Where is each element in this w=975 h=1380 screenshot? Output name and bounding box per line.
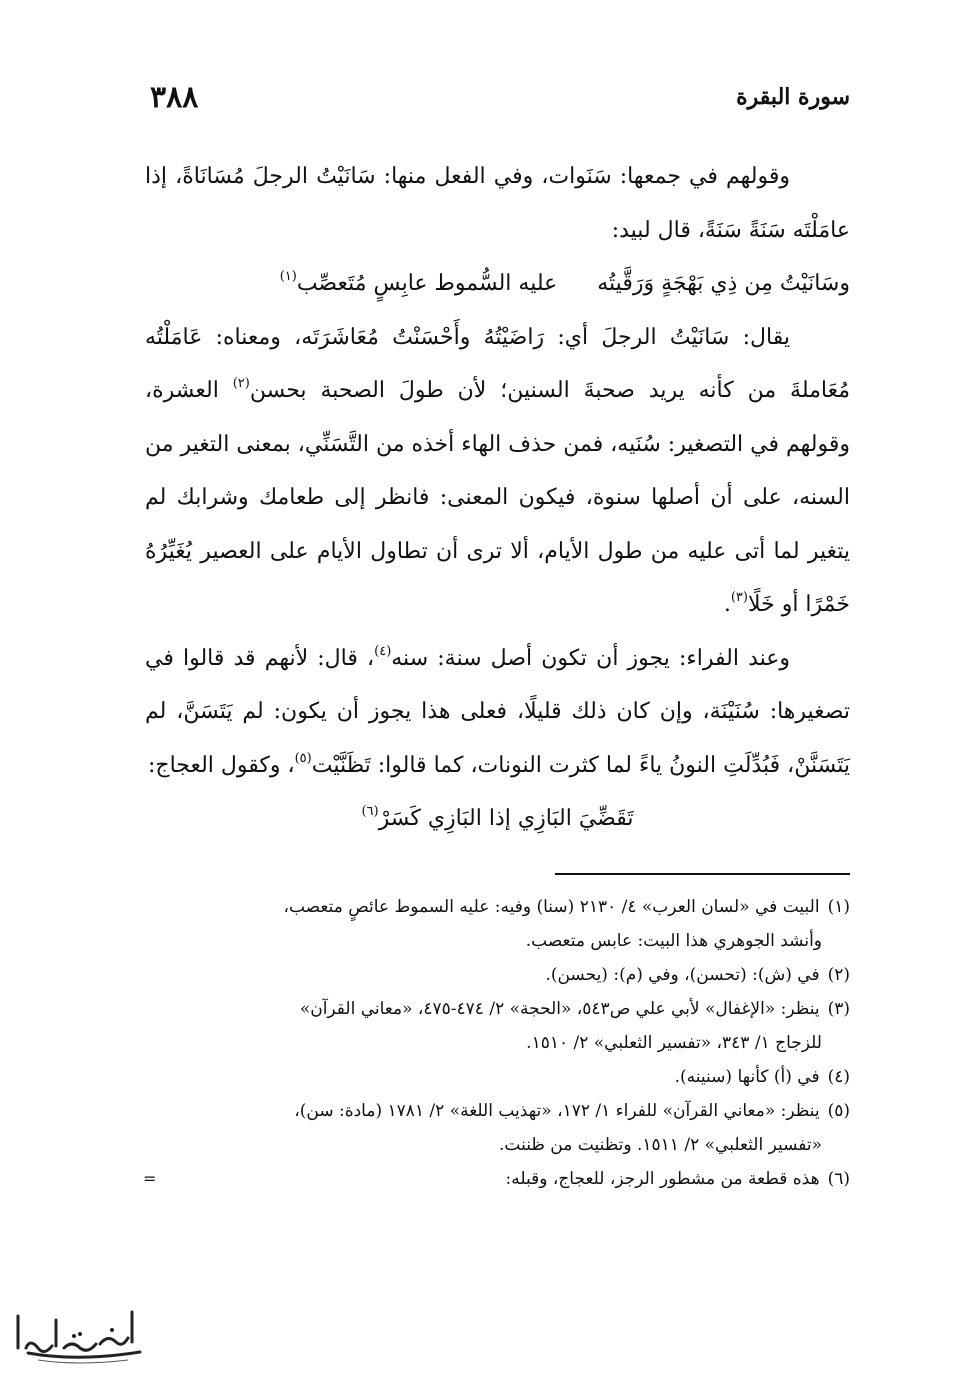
verse-lubaid (145, 257, 850, 311)
footnote-3 (135, 992, 850, 1060)
footnote-ref-4[interactable]: (٤) (374, 643, 392, 659)
logo-calligraphy-icon (8, 1298, 158, 1368)
footnote-number: (٣) (827, 999, 850, 1019)
footnote-ref-1[interactable]: (١) (279, 269, 297, 284)
surah-title: سورة البقرة (736, 84, 850, 110)
footnote-2 (135, 958, 850, 992)
page-header (150, 78, 850, 128)
verse-2-text: تَقَضِّيَ البَازِي إذا البَازِي كَسَرْ (378, 806, 634, 831)
page-number: ٣٨٨ (150, 80, 199, 115)
footnote-text: ينظر: «الإغفال» لأبي علي ص٥٤٣، «الحجة» ٢/ ٤٧٤-٤٧٥، «معاني القرآن» (299, 999, 820, 1019)
paragraph-3-text-b: ، قال: لأنهم قد قالوا في تصغيرها: سُنَيْنَة، وإن كان ذلك قليلًا، فعلى هذا يجوز أن يكون: لم يَتَسَنَّ، لم يَتَسَنَّنْ، فَبُدِّلَتِ النونُ ياءً لما كثرت النونات، كما قالوا: تَظَنَّيْت (145, 645, 850, 778)
footnote-ref-2[interactable]: (٢) (232, 376, 250, 391)
footnotes (135, 890, 850, 1196)
footnote-text: ينظر: «معاني القرآن» للفراء ١/ ١٧٢، «تهذيب اللغة» ٢/ ١٧٨١ (مادة: سن)، (294, 1101, 820, 1121)
verse-1-first-hemistich: وسَانَيْتُ مِن ذِي بَهْجَةٍ وَرَقَّيتُه (597, 271, 850, 296)
paragraph-3-text-c: ، وكقول العجاج: (147, 752, 295, 778)
footnote-divider (555, 873, 850, 875)
footnote-ref-3[interactable]: (٣) (730, 590, 748, 605)
footnote-number: (٤) (827, 1067, 850, 1087)
almustafa-logo-icon (8, 1298, 158, 1368)
paragraph-3 (145, 632, 850, 793)
footnote-ref-6[interactable]: (٦) (361, 804, 379, 819)
footnote-text: في (ش): (تحسن)، وفي (م): (يحسن). (545, 965, 820, 985)
footnote-continuation: للزجاج ١/ ٣٤٣، «تفسير الثعلبي» ٢/ ١٥١٠. (526, 1033, 822, 1053)
continuation-mark: = (143, 1169, 157, 1188)
paragraph-1 (145, 150, 850, 257)
footnote-number: (٥) (827, 1101, 850, 1121)
footnote-number: (٢) (827, 965, 850, 985)
footnote-text: البيت في «لسان العرب» ٤/ ٢١٣٠ (سنا) وفيه: عليه السموط عائصٍ متعصب، (283, 897, 820, 917)
footnote-continuation: «تفسير الثعلبي» ٢/ ١٥١١. وتظنيت من ظننت. (499, 1135, 822, 1155)
verse-1-second-hemistich: عليه السُّموط عابِسٍ مُتَعصِّب (296, 271, 558, 296)
paragraph-2-text-c: . (723, 592, 731, 617)
footnote-text: هذه قطعة من مشطور الرجز، للعجاج، وقبله: (505, 1169, 820, 1189)
footnote-4 (135, 1060, 850, 1094)
paragraph-2-text-a: يقال: سَانَيْتُ الرجلَ أي: رَاضَيْتُهُ وأَحْسَنْتُ مُعَاشَرَتَه، ومعناه: عَامَلْتُه مُعَاملةَ من كأنه يريد صحبةَ السنين؛ لأن طولَ الصحبة بحسن (145, 324, 850, 403)
paragraph-3-text-a: وعند الفراء: يجوز أن تكون أصل سنة: سنه (391, 645, 791, 671)
footnote-continuation: وأنشد الجوهري هذا البيت: عابس متعصب. (525, 931, 822, 951)
footnote-number: (١) (827, 897, 850, 917)
footnote-1 (135, 890, 850, 958)
paragraph-2 (145, 311, 850, 632)
footnote-ref-5[interactable]: (٥) (294, 750, 312, 766)
footnote-number: (٦) (827, 1169, 850, 1189)
footnote-text: في (أ) كأنها (سنينه). (674, 1067, 820, 1087)
footnote-5 (135, 1094, 850, 1162)
paragraph-2-text-b: العشرة، وقولهم في التصغير: سُنَيه، فمن حذف الهاء أخذه من التَّسَنِّي، بمعنى التغير من السنه، على أن أصلها سنوة، فيكون المعنى: فانظر إلى طعامك وشرابك لم يتغير لما أتى عليه من طول الأيام، ألا ترى أن تطاول الأيام على العصير يُغَيِّرُهُ خَمْرًا أو خَلًا (145, 378, 850, 617)
footnote-6 (135, 1162, 850, 1196)
verse-ajjaj (145, 792, 850, 846)
main-text (145, 150, 850, 846)
paragraph-1-text: وقولهم في جمعها: سَنَوات، وفي الفعل منها: سَانَيْتُ الرجلَ مُسَانَاةً، إذا عامَلْتَه سَنَةً سَنَةً، قال لبيد: (145, 164, 850, 243)
